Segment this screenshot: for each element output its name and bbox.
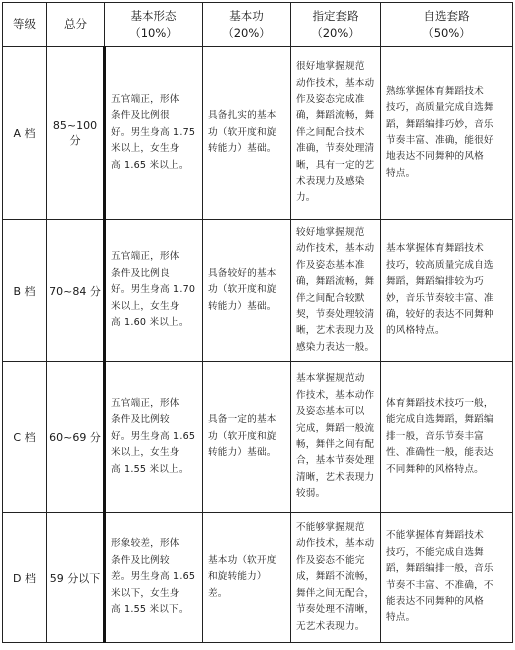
table-row — [3, 47, 513, 220]
header-row — [3, 3, 513, 47]
table-row — [3, 362, 513, 513]
header-set-routine — [291, 3, 381, 47]
grade-cell: D 档 — [3, 513, 47, 643]
header-basic-skill — [203, 3, 291, 47]
basic-skill-text: 具备较好的基本 功（软开度和旋 转能力）基础。 — [208, 267, 277, 312]
header-basic-form-label: 基本形态 — [130, 8, 177, 23]
score-cell: 70~84 分 — [47, 220, 105, 362]
header-free-routine — [381, 3, 513, 47]
score-cell: 85~100 分 — [47, 47, 105, 220]
basic-skill-cell — [203, 220, 291, 362]
free-routine-cell — [381, 47, 513, 220]
basic-skill-cell — [203, 513, 291, 643]
set-routine-text: 较好地掌握规范 动作技术，基本动 作及姿态基本准 确，舞蹈流畅，舞 伴之间配合较默 契，节奏处理较清 晰，艺术表现力及 感染力表达一般。 — [296, 226, 375, 353]
free-routine-text: 熟练掌握体育舞蹈技术 技巧，高质量完成自选舞 蹈，舞蹈编排巧妙，音乐 节奏丰富、准确，能很好 地表达不同舞种的风格 特点。 — [386, 85, 494, 179]
grade-cell: B 档 — [3, 220, 47, 362]
set-routine-cell — [291, 513, 381, 643]
header-basic-skill-label: 基本功 — [229, 8, 264, 23]
set-routine-cell — [291, 47, 381, 220]
basic-skill-text: 具备扎实的基本 功（软开度和旋 转能力）基础。 — [208, 110, 277, 155]
score-cell: 59 分以下 — [47, 513, 105, 643]
table-row — [3, 220, 513, 362]
header-set-routine-pct: （20%） — [311, 25, 360, 40]
free-routine-text: 不能掌握体育舞蹈技术 技巧，不能完成自选舞 蹈，舞蹈编排一般，音乐 节奏不丰富、不准确，不 能表达不同舞种的风格 特点。 — [386, 530, 494, 624]
score-cell: 60~69 分 — [47, 362, 105, 513]
header-basic-form — [105, 3, 203, 47]
grade-cell: A 档 — [3, 47, 47, 220]
header-free-routine-label: 自选套路 — [423, 8, 470, 23]
basic-form-cell — [105, 513, 203, 643]
header-set-routine-label: 指定套路 — [312, 8, 359, 23]
basic-skill-cell — [203, 362, 291, 513]
set-routine-text: 基本掌握规范动 作技术，基本动作 及姿态基本可以 完成，舞蹈一般流 畅，舞伴之间有配 合，基本节奏处理 清晰，艺术表现力 较弱。 — [296, 373, 375, 500]
basic-form-cell — [105, 362, 203, 513]
basic-form-text: 形象较差，形体 条件及比例较 差。男生身高 1.65 米以下，女生身 高 1.55 米以下。 — [111, 538, 196, 616]
basic-form-text: 五官端正，形体 条件及比例很 好。男生身高 1.75 米以上，女生身 高 1.65 米以上。 — [111, 93, 196, 171]
header-basic-skill-pct: （20%） — [222, 25, 271, 40]
set-routine-cell — [291, 362, 381, 513]
header-basic-form-pct: （10%） — [129, 25, 178, 40]
free-routine-cell — [381, 513, 513, 643]
basic-skill-text: 具备一定的基本 功（软开度和旋 转能力）基础。 — [208, 414, 277, 459]
header-grade: 等级 — [3, 3, 47, 47]
set-routine-cell — [291, 220, 381, 362]
basic-form-text: 五官端正，形体 条件及比例良 好。男生身高 1.70 米以上，女生身 高 1.60 米以上。 — [111, 251, 196, 329]
basic-skill-cell — [203, 47, 291, 220]
basic-form-cell — [105, 47, 203, 220]
header-free-routine-pct: （50%） — [422, 25, 471, 40]
free-routine-cell — [381, 362, 513, 513]
set-routine-text: 不能够掌握规范 动作技术，基本动 作及姿态不能完 成，舞蹈不流畅， 舞伴之间无配合， 节奏处理不清晰， 无艺术表现力。 — [296, 522, 375, 632]
table-row — [3, 513, 513, 643]
free-routine-text: 基本掌握体育舞蹈技术 技巧，较高质量完成自选 舞蹈，舞蹈编排较为巧 妙，音乐节奏较丰富、准 确，较好的表达不同舞种 的风格特点。 — [386, 243, 494, 337]
basic-form-cell — [105, 220, 203, 362]
grade-cell: C 档 — [3, 362, 47, 513]
header-total: 总分 — [47, 3, 105, 47]
basic-skill-text: 基本功（软开度 和旋转能力）差。 — [208, 554, 277, 599]
basic-form-text: 五官端正，形体 条件及比例较 好。男生身高 1.65 米以上，女生身 高 1.55 米以上。 — [111, 397, 196, 475]
grading-table — [2, 2, 513, 643]
free-routine-text: 体育舞蹈技术技巧一般， 能完成自选舞蹈，舞蹈编 排一般，音乐节奏丰富 性、准确性一般，能表达 不同舞种的风格特点。 — [386, 397, 494, 475]
set-routine-text: 很好地掌握规范 动作技术，基本动 作及姿态完成准 确，舞蹈流畅，舞 伴之间配合技术 准确，节奏处理清 晰，具有一定的艺 术表现力及感染 力。 — [296, 61, 375, 204]
free-routine-cell — [381, 220, 513, 362]
